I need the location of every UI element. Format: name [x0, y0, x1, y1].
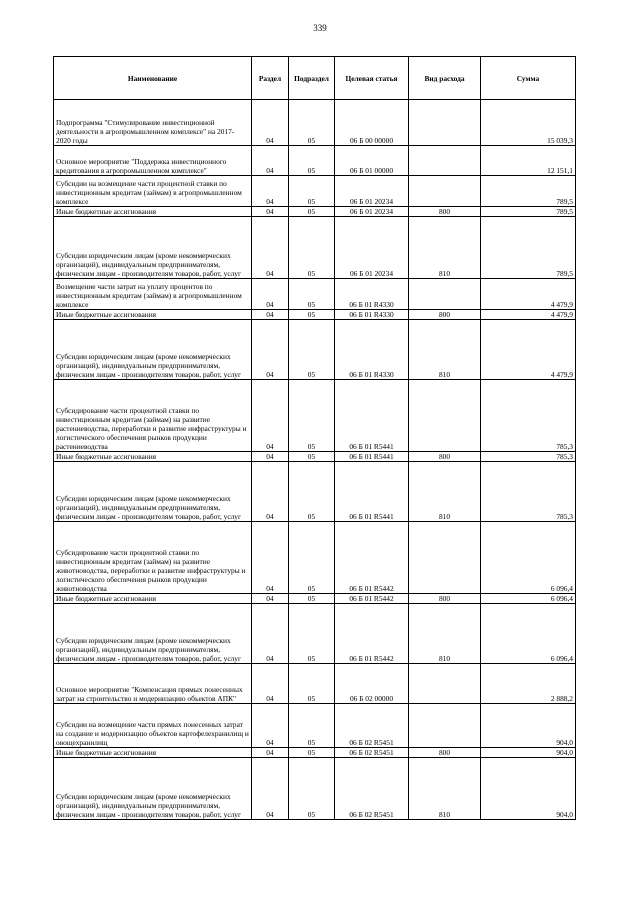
row-subsection: 05: [289, 207, 335, 217]
row-amount: 4 479,9: [481, 310, 576, 320]
header-target: Целевая статья: [335, 57, 409, 100]
row-expense-type: [409, 146, 481, 176]
row-amount: 4 479,9: [481, 320, 576, 380]
row-subsection: 05: [289, 664, 335, 704]
row-name: Возмещение части затрат на уплату процентов по инвестиционным кредитам (займам) в агропромышленном комплексе: [56, 282, 242, 309]
row-subsection: 05: [289, 279, 335, 310]
row-amount: 6 096,4: [481, 604, 576, 664]
row-amount: 904,0: [481, 748, 576, 758]
row-name: Субсидии юридическим лицам (кроме некоммерческих организаций), индивидуальным предпринимателям, физическим лицам - производителям товаров, работ, услуг: [56, 792, 242, 819]
table-row: [54, 176, 576, 207]
row-amount: 12 151,1: [481, 146, 576, 176]
row-amount: 785,3: [481, 452, 576, 462]
row-amount: 785,3: [481, 462, 576, 522]
row-name: Основное мероприятие "Поддержка инвестиционного кредитования в агропромышленном комплексе": [56, 157, 227, 175]
row-expense-type: [409, 176, 481, 207]
row-expense-type: [409, 664, 481, 704]
row-section: 04: [252, 176, 289, 207]
table-row: [54, 452, 576, 462]
row-subsection: 05: [289, 522, 335, 594]
row-subsection: 05: [289, 462, 335, 522]
header-row: [54, 57, 576, 100]
row-expense-type: [409, 100, 481, 146]
row-name: Субсидии на возмещение части процентной ставки по инвестиционным кредитам (займам) в агропромышленном комплексе: [56, 179, 242, 206]
row-target: 06 Б 01 R5441: [335, 380, 409, 452]
row-target: 06 Б 01 R5441: [335, 462, 409, 522]
row-name: Основное мероприятие "Компенсация прямых понесенных затрат на строительство и модернизацию объектов АПК": [56, 685, 243, 703]
header-amount: Сумма: [481, 57, 576, 100]
row-subsection: 05: [289, 604, 335, 664]
table-row: [54, 594, 576, 604]
row-target: 06 Б 01 R5441: [335, 452, 409, 462]
table-row: [54, 522, 576, 594]
table-row: [54, 310, 576, 320]
row-expense-type: [409, 380, 481, 452]
table-row: [54, 758, 576, 820]
row-subsection: 05: [289, 704, 335, 748]
row-section: 04: [252, 748, 289, 758]
row-amount: 785,3: [481, 380, 576, 452]
page-number: 339: [313, 23, 327, 33]
row-section: 04: [252, 380, 289, 452]
row-subsection: 05: [289, 146, 335, 176]
row-expense-type: 810: [409, 604, 481, 664]
row-expense-type: [409, 704, 481, 748]
row-subsection: 05: [289, 217, 335, 279]
row-subsection: 05: [289, 452, 335, 462]
row-section: 04: [252, 100, 289, 146]
row-section: 04: [252, 604, 289, 664]
row-target: 06 Б 01 R4330: [335, 310, 409, 320]
table-row: [54, 217, 576, 279]
row-expense-type: 800: [409, 207, 481, 217]
header-name: Наименование: [54, 57, 252, 100]
row-target: 06 Б 01 R5442: [335, 594, 409, 604]
row-target: 06 Б 02 R5451: [335, 748, 409, 758]
row-subsection: 05: [289, 748, 335, 758]
row-expense-type: 800: [409, 748, 481, 758]
row-amount: 4 479,9: [481, 279, 576, 310]
row-section: 04: [252, 279, 289, 310]
row-section: 04: [252, 452, 289, 462]
row-name: Иные бюджетные ассигнования: [56, 594, 157, 603]
row-subsection: 05: [289, 310, 335, 320]
row-section: 04: [252, 320, 289, 380]
row-name: Иные бюджетные ассигнования: [56, 310, 157, 319]
row-subsection: 05: [289, 380, 335, 452]
row-section: 04: [252, 146, 289, 176]
row-expense-type: 810: [409, 758, 481, 820]
row-name: Субсидии юридическим лицам (кроме некоммерческих организаций), индивидуальным предпринимателям, физическим лицам - производителям товаров, работ, услуг: [56, 352, 242, 379]
row-target: 06 Б 01 R5442: [335, 604, 409, 664]
row-amount: 789,5: [481, 217, 576, 279]
row-subsection: 05: [289, 594, 335, 604]
table-row: [54, 604, 576, 664]
row-expense-type: [409, 279, 481, 310]
row-subsection: 05: [289, 100, 335, 146]
row-section: 04: [252, 664, 289, 704]
row-expense-type: [409, 522, 481, 594]
row-expense-type: 810: [409, 462, 481, 522]
row-section: 04: [252, 594, 289, 604]
row-name: Подпрограмма "Стимулирование инвестиционной деятельности в агропромышленном комплексе" на 2017-2020 годы: [56, 118, 235, 145]
row-name: Субсидирование части процентной ставки по инвестиционным кредитам (займам) на развитие животноводства, переработки и развитие инфраструктуры и логистического обеспечения рынков продукции животноводства: [56, 548, 246, 593]
row-section: 04: [252, 217, 289, 279]
row-section: 04: [252, 310, 289, 320]
row-name: Субсидии юридическим лицам (кроме некоммерческих организаций), индивидуальным предпринимателям, физическим лицам - производителям товаров, работ, услуг: [56, 251, 242, 278]
row-target: 06 Б 01 R4330: [335, 279, 409, 310]
table-row: [54, 380, 576, 452]
row-target: 06 Б 00 00000: [335, 100, 409, 146]
row-subsection: 05: [289, 320, 335, 380]
row-expense-type: 800: [409, 452, 481, 462]
row-expense-type: 800: [409, 594, 481, 604]
row-target: 06 Б 02 00000: [335, 664, 409, 704]
table-row: [54, 146, 576, 176]
row-target: 06 Б 02 R5451: [335, 758, 409, 820]
row-subsection: 05: [289, 176, 335, 207]
row-amount: 2 888,2: [481, 664, 576, 704]
row-amount: 6 096,4: [481, 594, 576, 604]
row-target: 06 Б 01 00000: [335, 146, 409, 176]
row-amount: 15 039,3: [481, 100, 576, 146]
row-target: 06 Б 01 20234: [335, 207, 409, 217]
row-name: Субсидии юридическим лицам (кроме некоммерческих организаций), индивидуальным предпринимателям, физическим лицам - производителям товаров, работ, услуг: [56, 494, 242, 521]
row-name: Иные бюджетные ассигнования: [56, 452, 157, 461]
row-section: 04: [252, 522, 289, 594]
row-target: 06 Б 02 R5451: [335, 704, 409, 748]
table-row: [54, 207, 576, 217]
table-row: [54, 100, 576, 146]
table-row: [54, 279, 576, 310]
row-name: Субсидирование части процентной ставки по инвестиционным кредитам (займам) на развитие растениеводства, переработки и развитие инфраструктуры и логистического обеспечения рынков продукции растениеводства: [56, 406, 247, 451]
row-amount: 6 096,4: [481, 522, 576, 594]
row-name: Иные бюджетные ассигнования: [56, 748, 157, 757]
row-section: 04: [252, 462, 289, 522]
table-row: [54, 462, 576, 522]
row-name: Субсидии на возмещение части прямых понесенных затрат на создание и модернизацию объектов картофелехранилищ и овощехранилищ: [56, 720, 249, 747]
row-target: 06 Б 01 R4330: [335, 320, 409, 380]
header-section: Раздел: [252, 57, 289, 100]
row-expense-type: 800: [409, 310, 481, 320]
table-row: [54, 748, 576, 758]
row-target: 06 Б 01 R5442: [335, 522, 409, 594]
budget-table: [53, 56, 576, 820]
row-expense-type: 810: [409, 320, 481, 380]
row-name: Иные бюджетные ассигнования: [56, 207, 157, 216]
row-name: Субсидии юридическим лицам (кроме некоммерческих организаций), индивидуальным предпринимателям, физическим лицам - производителям товаров, работ, услуг: [56, 636, 242, 663]
row-subsection: 05: [289, 758, 335, 820]
row-section: 04: [252, 758, 289, 820]
row-target: 06 Б 01 20234: [335, 176, 409, 207]
table-row: [54, 664, 576, 704]
row-section: 04: [252, 704, 289, 748]
header-expense-type: Вид расхода: [409, 57, 481, 100]
row-amount: 789,5: [481, 207, 576, 217]
table-row: [54, 704, 576, 748]
header-subsection: Подраздел: [289, 57, 335, 100]
row-target: 06 Б 01 20234: [335, 217, 409, 279]
row-amount: 904,0: [481, 758, 576, 820]
row-amount: 904,0: [481, 704, 576, 748]
table-row: [54, 320, 576, 380]
row-expense-type: 810: [409, 217, 481, 279]
row-amount: 789,5: [481, 176, 576, 207]
row-section: 04: [252, 207, 289, 217]
